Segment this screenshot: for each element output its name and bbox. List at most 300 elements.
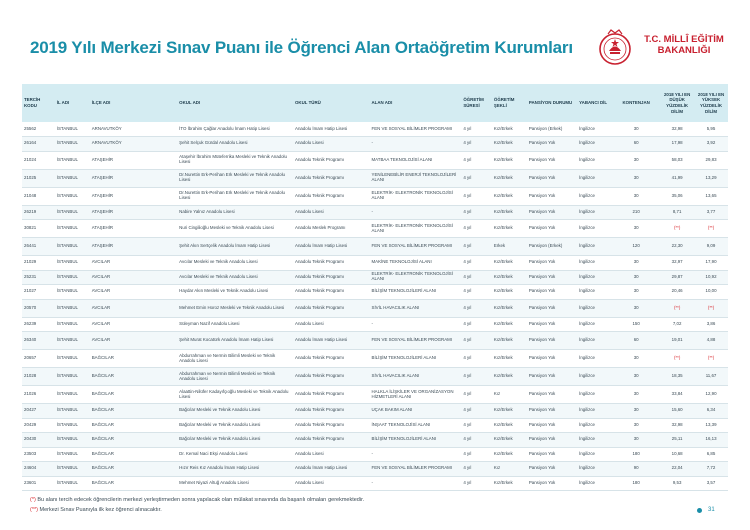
cell-okul: Ataşehir İbrahim Müteferrika Mesleki ve Teknik Anadolu Lisesi <box>177 151 293 169</box>
cell-ilce: AVCILAR <box>90 299 177 317</box>
page-title: 2019 Yılı Merkezi Sınav Puanı ile Öğrenci Alan Ortaöğretim Kurumları <box>30 38 573 57</box>
cell-alan: ELEKTRİK- ELEKTRONİK TEKNOLOJİSİ ALANI <box>370 220 462 238</box>
cell-kontenjan: 150 <box>612 317 660 332</box>
col-dil: YABANCI DİL <box>579 100 608 106</box>
cell-tur: Anadolu Teknik Programı <box>293 187 370 205</box>
table-row <box>22 350 728 368</box>
cell-dil: İngilizce <box>577 285 612 300</box>
cell-il: İSTANBUL <box>55 447 90 462</box>
cell-dil: İngilizce <box>577 137 612 152</box>
cell-dil: İngilizce <box>577 476 612 491</box>
cell-tur: Anadolu Teknik Programı <box>293 270 370 285</box>
cell-dil: İngilizce <box>577 350 612 368</box>
cell-code: 26340 <box>22 332 55 350</box>
cell-sure: 4 yıl <box>461 418 492 433</box>
table-row <box>22 122 728 137</box>
cell-sekil: Kız/Erkek <box>492 317 527 332</box>
cell-kontenjan: 90 <box>612 462 660 477</box>
cell-max: (**) <box>694 299 728 317</box>
cell-code: 21028 <box>22 368 55 386</box>
cell-sure: 4 yıl <box>461 205 492 220</box>
cell-pansiyon: Pansiyon Yok <box>527 270 577 285</box>
cell-ilce: AVCILAR <box>90 317 177 332</box>
cell-min: 8,71 <box>660 205 694 220</box>
cell-pansiyon: Pansiyon Yok <box>527 332 577 350</box>
cell-sure: 4 yıl <box>461 368 492 386</box>
table-row <box>22 476 728 491</box>
cell-min: 32,98 <box>660 122 694 137</box>
table-row <box>22 447 728 462</box>
cell-dil: İngilizce <box>577 332 612 350</box>
cell-sure: 4 yıl <box>461 187 492 205</box>
cell-max: 12,90 <box>694 386 728 404</box>
cell-code: 26239 <box>22 317 55 332</box>
cell-okul: Dr.Nurettin Erk-Perihan Erk Mesleki ve Teknik Anadolu Lisesi <box>177 169 293 187</box>
cell-okul: Mehmet Niyazi Altuğ Anadolu Lisesi <box>177 476 293 491</box>
cell-max: 16,13 <box>694 433 728 448</box>
cell-max: 4,88 <box>694 332 728 350</box>
cell-dil: İngilizce <box>577 317 612 332</box>
cell-alan: BİLİŞİM TEKNOLOJİLERİ ALANI <box>370 350 462 368</box>
cell-ilce: BAĞCILAR <box>90 462 177 477</box>
cell-sure: 4 yıl <box>461 386 492 404</box>
cell-ilce: BAĞCILAR <box>90 447 177 462</box>
cell-pansiyon: Pansiyon Yok <box>527 368 577 386</box>
cell-max: 6,85 <box>694 447 728 462</box>
cell-sekil: Erkek <box>492 238 527 256</box>
cell-max: 13,29 <box>694 169 728 187</box>
cell-min: 41,99 <box>660 169 694 187</box>
table-row <box>22 187 728 205</box>
cell-kontenjan: 180 <box>612 447 660 462</box>
cell-sure: 4 yıl <box>461 433 492 448</box>
cell-okul: Şehit Akın Sertçelik Anadolu İmam Hatip Lisesi <box>177 238 293 256</box>
cell-min: 22,30 <box>660 238 694 256</box>
cell-pansiyon: Pansiyon Yok <box>527 205 577 220</box>
cell-alan: FEN VE SOSYAL BİLİMLER PROGRAMI <box>370 462 462 477</box>
cell-okul: Haydar Akın Mesleki ve Teknik Anadolu Lisesi <box>177 285 293 300</box>
cell-il: İSTANBUL <box>55 270 90 285</box>
cell-tur: Anadolu Lisesi <box>293 205 370 220</box>
cell-ilce: ATAŞEHİR <box>90 169 177 187</box>
cell-okul: Hızır Reis Kız Anadolu İmam Hatip Lisesi <box>177 462 293 477</box>
cell-il: İSTANBUL <box>55 317 90 332</box>
cell-code: 26164 <box>22 137 55 152</box>
cell-pansiyon: Pansiyon Yok <box>527 433 577 448</box>
cell-code: 25562 <box>22 122 55 137</box>
cell-il: İSTANBUL <box>55 299 90 317</box>
cell-kontenjan: 210 <box>612 205 660 220</box>
cell-il: İSTANBUL <box>55 151 90 169</box>
cell-okul: Mehmet Emin Horoz Mesleki ve Teknik Anadolu Lisesi <box>177 299 293 317</box>
cell-sekil: Kız/Erkek <box>492 151 527 169</box>
cell-okul: Alaattin-Nilüfer Kadayıfçıoğlu Mesleki ve Teknik Anadolu Lisesi <box>177 386 293 404</box>
cell-min: 58,03 <box>660 151 694 169</box>
cell-okul: Şehit Selçuk Gürdal Anadolu Lisesi <box>177 137 293 152</box>
footnote-2 <box>30 507 162 513</box>
cell-ilce: AVCILAR <box>90 270 177 285</box>
cell-il: İSTANBUL <box>55 220 90 238</box>
cell-sure: 4 yıl <box>461 404 492 419</box>
cell-max: 11,67 <box>694 368 728 386</box>
cell-alan: BİLİŞİM TEKNOLOJİLERİ ALANI <box>370 433 462 448</box>
cell-alan: SİVİL HAVACILIK ALANI <box>370 299 462 317</box>
cell-alan: UÇAK BAKIM ALANI <box>370 404 462 419</box>
cell-ilce: BAĞCILAR <box>90 433 177 448</box>
table-row <box>22 332 728 350</box>
cell-okul: İTO İbrahim Çağlar Anadolu İmam Hatip Lisesi <box>177 122 293 137</box>
footnote-1 <box>30 497 364 503</box>
cell-alan: FEN VE SOSYAL BİLİMLER PROGRAMI <box>370 238 462 256</box>
cell-okul: Dr. Kemal Naci Ekşi Anadolu Lisesi <box>177 447 293 462</box>
cell-tur: Anadolu Teknik Programı <box>293 404 370 419</box>
cell-min: 20,46 <box>660 285 694 300</box>
cell-alan: - <box>370 137 462 152</box>
cell-code: 26441 <box>22 238 55 256</box>
cell-code: 30821 <box>22 220 55 238</box>
cell-max: 3,57 <box>694 476 728 491</box>
cell-sure: 4 yıl <box>461 332 492 350</box>
cell-tur: Anadolu Teknik Programı <box>293 418 370 433</box>
cell-min: (**) <box>660 299 694 317</box>
cell-kontenjan: 30 <box>612 368 660 386</box>
cell-kontenjan: 30 <box>612 386 660 404</box>
cell-okul: Bağcılar Mesleki ve Teknik Anadolu Lisesi <box>177 404 293 419</box>
cell-max: 5,95 <box>694 122 728 137</box>
cell-dil: İngilizce <box>577 299 612 317</box>
cell-max: (**) <box>694 350 728 368</box>
cell-ilce: ATAŞEHİR <box>90 205 177 220</box>
cell-kontenjan: 30 <box>612 256 660 271</box>
table-row <box>22 220 728 238</box>
cell-il: İSTANBUL <box>55 187 90 205</box>
cell-sure: 4 yıl <box>461 447 492 462</box>
cell-il: İSTANBUL <box>55 418 90 433</box>
table-row <box>22 462 728 477</box>
col-tur: OKUL TÜRÜ <box>295 100 321 106</box>
cell-code: 21048 <box>22 187 55 205</box>
cell-il: İSTANBUL <box>55 462 90 477</box>
cell-code: 23503 <box>22 447 55 462</box>
cell-dil: İngilizce <box>577 238 612 256</box>
cell-pansiyon: Pansiyon Yok <box>527 151 577 169</box>
table-row <box>22 386 728 404</box>
cell-code: 21025 <box>22 169 55 187</box>
cell-sure: 4 yıl <box>461 350 492 368</box>
cell-ilce: BAĞCILAR <box>90 386 177 404</box>
cell-tur: Anadolu Teknik Programı <box>293 299 370 317</box>
cell-tur: Anadolu Teknik Programı <box>293 433 370 448</box>
cell-il: İSTANBUL <box>55 332 90 350</box>
cell-tur: Anadolu Meslek Programı <box>293 220 370 238</box>
cell-il: İSTANBUL <box>55 122 90 137</box>
cell-sekil: Kız/Erkek <box>492 137 527 152</box>
cell-sekil: Kız/Erkek <box>492 368 527 386</box>
cell-pansiyon: Pansiyon Yok <box>527 462 577 477</box>
cell-code: 20570 <box>22 299 55 317</box>
cell-alan: MATBAA TEKNOLOJİSİ ALANI <box>370 151 462 169</box>
cell-max: 10,92 <box>694 270 728 285</box>
cell-kontenjan: 30 <box>612 220 660 238</box>
cell-okul: Dr.Nurettin Erk-Perihan Erk Mesleki ve Teknik Anadolu Lisesi <box>177 187 293 205</box>
table-row <box>22 238 728 256</box>
cell-dil: İngilizce <box>577 386 612 404</box>
cell-tur: Anadolu Teknik Programı <box>293 368 370 386</box>
cell-pansiyon: Pansiyon Yok <box>527 386 577 404</box>
page-number: 31 <box>708 507 715 513</box>
cell-sure: 4 yıl <box>461 317 492 332</box>
cell-alan: YENİLENEBİLİR ENERJİ TEKNOLOJİLERİ ALANI <box>370 169 462 187</box>
cell-ilce: BAĞCILAR <box>90 350 177 368</box>
cell-ilce: ARNAVUTKÖY <box>90 137 177 152</box>
cell-sure: 4 yıl <box>461 169 492 187</box>
cell-kontenjan: 30 <box>612 418 660 433</box>
table-row <box>22 137 728 152</box>
cell-alan: - <box>370 476 462 491</box>
cell-alan: - <box>370 447 462 462</box>
cell-sekil: Kız/Erkek <box>492 433 527 448</box>
cell-ilce: ATAŞEHİR <box>90 238 177 256</box>
cell-ilce: BAĞCILAR <box>90 418 177 433</box>
cell-il: İSTANBUL <box>55 404 90 419</box>
footnote-2-text: Merkezi Sınav Puanıyla ilk kez öğrenci alınacaktır. <box>39 507 162 513</box>
col-pansiyon: PANSİYON DURUMU <box>528 100 573 106</box>
cell-min: (**) <box>660 220 694 238</box>
cell-il: İSTANBUL <box>55 386 90 404</box>
col-okul: OKUL ADI <box>179 100 201 106</box>
cell-alan: ELEKTRİK- ELEKTRONİK TEKNOLOJİSİ ALANI <box>370 187 462 205</box>
cell-pansiyon: Pansiyon Yok <box>527 220 577 238</box>
cell-il: İSTANBUL <box>55 238 90 256</box>
table-row <box>22 169 728 187</box>
cell-pansiyon: Pansiyon (Erkek) <box>527 122 577 137</box>
cell-pansiyon: Pansiyon Yok <box>527 299 577 317</box>
cell-okul: Nuri Cingilioğlu Mesleki ve Teknik Anadolu Lisesi <box>177 220 293 238</box>
cell-sure: 4 yıl <box>461 256 492 271</box>
cell-kontenjan: 30 <box>612 433 660 448</box>
cell-tur: Anadolu Teknik Programı <box>293 285 370 300</box>
cell-max: 9,09 <box>694 238 728 256</box>
cell-sure: 4 yıl <box>461 299 492 317</box>
cell-alan: FEN VE SOSYAL BİLİMLER PROGRAMI <box>370 122 462 137</box>
cell-min: 7,02 <box>660 317 694 332</box>
cell-alan: MAKİNE TEKNOLOJİSİ ALANI <box>370 256 462 271</box>
cell-ilce: BAĞCILAR <box>90 476 177 491</box>
cell-min: 19,01 <box>660 332 694 350</box>
cell-max: 17,90 <box>694 256 728 271</box>
cell-tur: Anadolu Lisesi <box>293 317 370 332</box>
table-row <box>22 368 728 386</box>
cell-pansiyon: Pansiyon (Erkek) <box>527 238 577 256</box>
col-min: 2018 YILI EN DÜŞÜK YÜZDELİK DİLİM <box>663 91 691 114</box>
table-row <box>22 404 728 419</box>
cell-max: 6,34 <box>694 404 728 419</box>
cell-alan: - <box>370 205 462 220</box>
cell-dil: İngilizce <box>577 270 612 285</box>
cell-pansiyon: Pansiyon Yok <box>527 418 577 433</box>
cell-kontenjan: 30 <box>612 270 660 285</box>
cell-sekil: Kız/Erkek <box>492 299 527 317</box>
cell-min: 17,98 <box>660 137 694 152</box>
cell-pansiyon: Pansiyon Yok <box>527 350 577 368</box>
cell-il: İSTANBUL <box>55 205 90 220</box>
cell-sekil: Kız/Erkek <box>492 122 527 137</box>
cell-max: 3,92 <box>694 137 728 152</box>
cell-tur: Anadolu İmam Hatip Lisesi <box>293 332 370 350</box>
col-sekil: ÖĞRETİM ŞEKLİ <box>493 97 515 108</box>
cell-ilce: ATAŞEHİR <box>90 220 177 238</box>
cell-ilce: ATAŞEHİR <box>90 151 177 169</box>
cell-min: 32,97 <box>660 256 694 271</box>
cell-max: 13,39 <box>694 418 728 433</box>
cell-sekil: Kız/Erkek <box>492 205 527 220</box>
table-row <box>22 317 728 332</box>
cell-dil: İngilizce <box>577 462 612 477</box>
cell-code: 20430 <box>22 433 55 448</box>
cell-il: İSTANBUL <box>55 350 90 368</box>
cell-code: 20429 <box>22 418 55 433</box>
cell-alan: SİVİL HAVACILIK ALANI <box>370 368 462 386</box>
cell-max: 3,86 <box>694 317 728 332</box>
cell-sure: 4 yıl <box>461 285 492 300</box>
cell-tur: Anadolu İmam Hatip Lisesi <box>293 122 370 137</box>
cell-okul: Bağcılar Mesleki ve Teknik Anadolu Lisesi <box>177 433 293 448</box>
cell-il: İSTANBUL <box>55 137 90 152</box>
cell-alan: ELEKTRİK- ELEKTRONİK TEKNOLOJİSİ ALANI <box>370 270 462 285</box>
cell-ilce: AVCILAR <box>90 332 177 350</box>
cell-code: 25231 <box>22 270 55 285</box>
cell-min: 15,60 <box>660 404 694 419</box>
col-code: TERCİH KODU <box>24 97 41 108</box>
cell-il: İSTANBUL <box>55 476 90 491</box>
cell-sekil: Kız/Erkek <box>492 187 527 205</box>
cell-sekil: Kız/Erkek <box>492 256 527 271</box>
cell-kontenjan: 180 <box>612 476 660 491</box>
cell-sekil: Kız/Erkek <box>492 220 527 238</box>
cell-il: İSTANBUL <box>55 433 90 448</box>
cell-pansiyon: Pansiyon Yok <box>527 447 577 462</box>
cell-alan: İNŞAAT TEKNOLOJİSİ ALANI <box>370 418 462 433</box>
cell-pansiyon: Pansiyon Yok <box>527 137 577 152</box>
cell-code: 23601 <box>22 476 55 491</box>
cell-sekil: Kız/Erkek <box>492 270 527 285</box>
cell-dil: İngilizce <box>577 151 612 169</box>
cell-sekil: Kız/Erkek <box>492 404 527 419</box>
page-dot-icon <box>697 508 702 513</box>
cell-tur: Anadolu İmam Hatip Lisesi <box>293 238 370 256</box>
cell-code: 21027 <box>22 285 55 300</box>
col-alan: ALAN ADI <box>371 100 393 106</box>
cell-tur: Anadolu Lisesi <box>293 137 370 152</box>
cell-code: 20427 <box>22 404 55 419</box>
cell-okul: Şehit Murat Kocatürk Anadolu İmam Hatip Lisesi <box>177 332 293 350</box>
cell-tur: Anadolu Teknik Programı <box>293 169 370 187</box>
col-kontenjan: KONTENJAN <box>622 100 650 106</box>
cell-tur: Anadolu Teknik Programı <box>293 151 370 169</box>
cell-tur: Anadolu İmam Hatip Lisesi <box>293 462 370 477</box>
cell-kontenjan: 30 <box>612 285 660 300</box>
cell-kontenjan: 30 <box>612 187 660 205</box>
cell-ilce: BAĞCILAR <box>90 368 177 386</box>
cell-ilce: BAĞCILAR <box>90 404 177 419</box>
col-il: İL ADI <box>56 100 70 106</box>
cell-max: 3,77 <box>694 205 728 220</box>
cell-tur: Anadolu Teknik Programı <box>293 256 370 271</box>
cell-sekil: Kız <box>492 386 527 404</box>
cell-sure: 4 yıl <box>461 122 492 137</box>
cell-sure: 4 yıl <box>461 137 492 152</box>
col-max: 2018 YILI EN YÜKSEK YÜZDELİK DİLİM <box>697 91 725 114</box>
cell-okul: Süleyman Nazif Anadolu Lisesi <box>177 317 293 332</box>
cell-dil: İngilizce <box>577 169 612 187</box>
cell-sure: 4 yıl <box>461 238 492 256</box>
cell-code: 21026 <box>22 386 55 404</box>
cell-sekil: Kız/Erkek <box>492 350 527 368</box>
table-row <box>22 433 728 448</box>
cell-max: 10,00 <box>694 285 728 300</box>
cell-sekil: Kız/Erkek <box>492 476 527 491</box>
cell-alan: BİLİŞİM TEKNOLOJİLERİ ALANI <box>370 285 462 300</box>
cell-ilce: AVCILAR <box>90 256 177 271</box>
cell-dil: İngilizce <box>577 187 612 205</box>
ministry-seal-icon <box>598 28 632 68</box>
cell-sekil: Kız/Erkek <box>492 285 527 300</box>
cell-sure: 4 yıl <box>461 476 492 491</box>
cell-min: 33,84 <box>660 386 694 404</box>
cell-tur: Anadolu Teknik Programı <box>293 350 370 368</box>
cell-max: (**) <box>694 220 728 238</box>
cell-dil: İngilizce <box>577 122 612 137</box>
ministry-logo <box>598 28 728 72</box>
table-row <box>22 256 728 271</box>
cell-sekil: Kız/Erkek <box>492 447 527 462</box>
table-row <box>22 418 728 433</box>
cell-pansiyon: Pansiyon Yok <box>527 476 577 491</box>
cell-dil: İngilizce <box>577 220 612 238</box>
cell-ilce: AVCILAR <box>90 285 177 300</box>
cell-okul: Abdurrahman ve Nermin Bilimli Mesleki ve Teknik Anadolu Lisesi <box>177 368 293 386</box>
cell-dil: İngilizce <box>577 404 612 419</box>
cell-sure: 4 yıl <box>461 220 492 238</box>
footnote-2-mark: (**) <box>30 507 38 513</box>
cell-min: 25,11 <box>660 433 694 448</box>
cell-pansiyon: Pansiyon Yok <box>527 187 577 205</box>
cell-alan: FEN VE SOSYAL BİLİMLER PROGRAMI <box>370 332 462 350</box>
cell-il: İSTANBUL <box>55 169 90 187</box>
cell-code: 21029 <box>22 256 55 271</box>
cell-ilce: ATAŞEHİR <box>90 187 177 205</box>
table-row <box>22 205 728 220</box>
cell-tur: Anadolu Teknik Programı <box>293 386 370 404</box>
cell-dil: İngilizce <box>577 205 612 220</box>
table-row <box>22 270 728 285</box>
cell-code: 20657 <box>22 350 55 368</box>
footnote-1-text: Bu alanı tercih edecek öğrencilerin merkezi yerleştirmeden sonra yapılacak olan mülakat sınavında da başarılı olmaları gerekmektedir. <box>37 497 365 503</box>
cell-sekil: Kız <box>492 462 527 477</box>
cell-il: İSTANBUL <box>55 256 90 271</box>
cell-kontenjan: 120 <box>612 238 660 256</box>
cell-okul: Abdurrahman ve Nermin Bilimli Mesleki ve Teknik Anadolu Lisesi <box>177 350 293 368</box>
cell-code: 21024 <box>22 151 55 169</box>
cell-max: 13,65 <box>694 187 728 205</box>
cell-kontenjan: 30 <box>612 122 660 137</box>
cell-kontenjan: 30 <box>612 350 660 368</box>
cell-tur: Anadolu Lisesi <box>293 476 370 491</box>
cell-okul: Bağcılar Mesleki ve Teknik Anadolu Lisesi <box>177 418 293 433</box>
col-sure: ÖĞRETİM SÜRESİ <box>463 97 484 108</box>
cell-min: 35,06 <box>660 187 694 205</box>
cell-sekil: Kız/Erkek <box>492 332 527 350</box>
